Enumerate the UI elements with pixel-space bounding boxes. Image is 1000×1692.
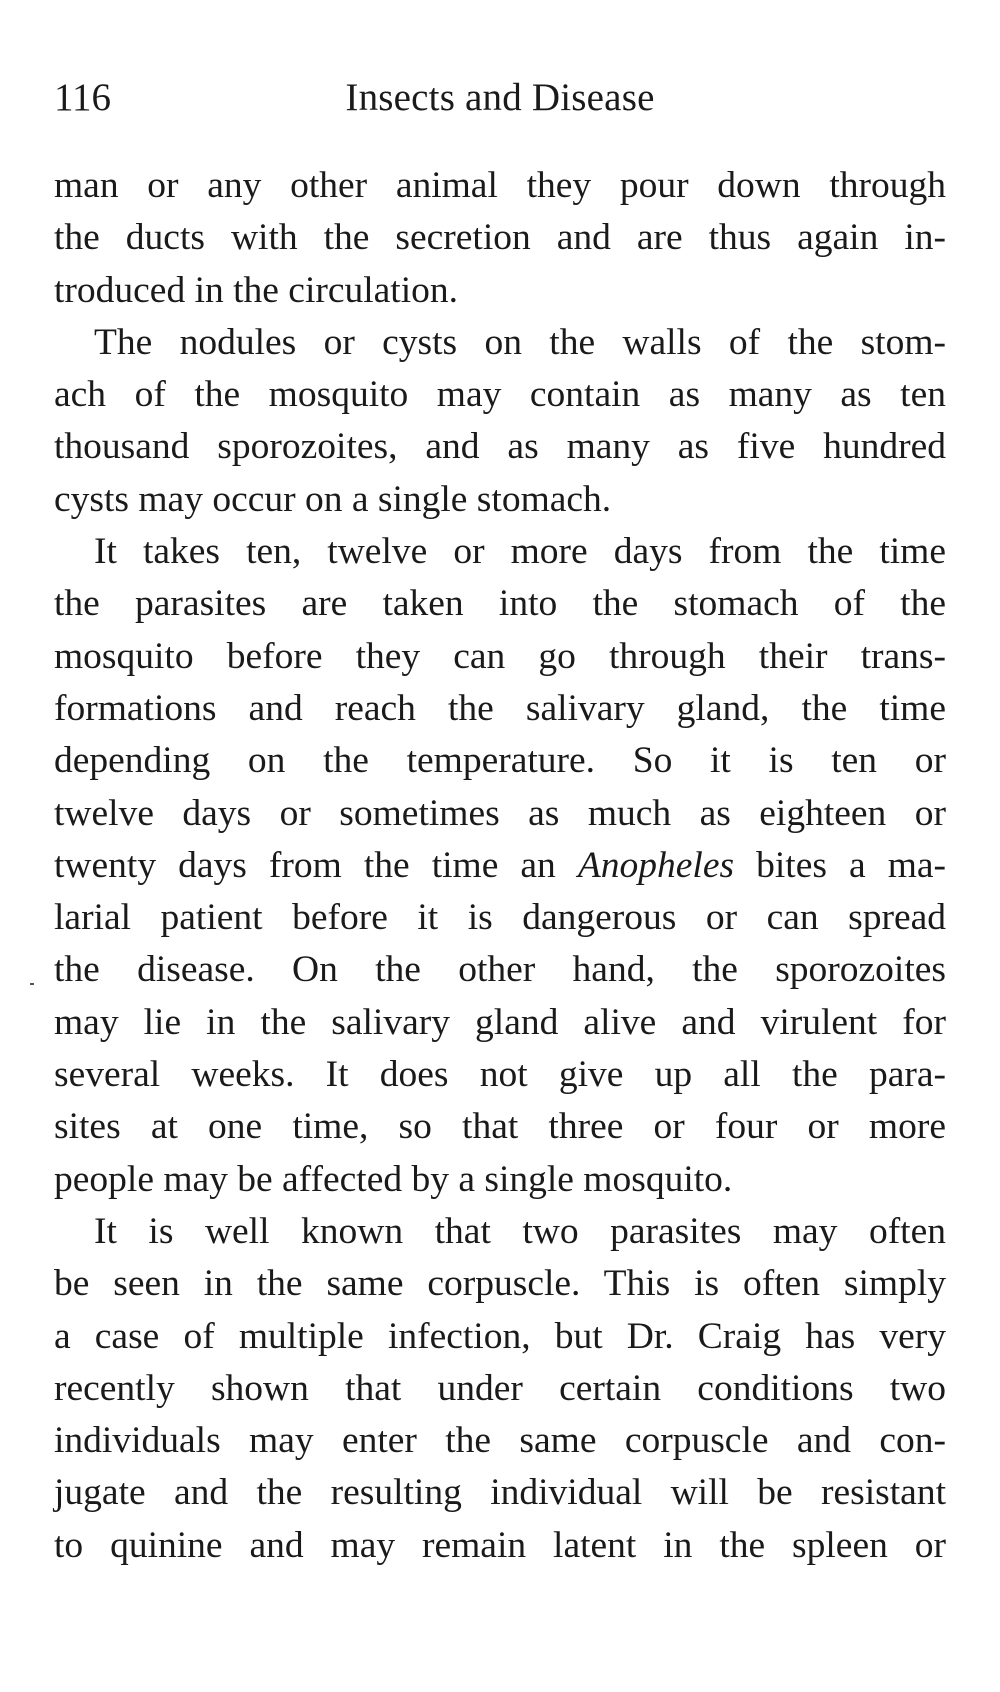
text-line: troduced in the circulation.: [54, 269, 459, 311]
text-line-with-italic: [54, 840, 946, 892]
paragraph-start-line: The nodules or cysts on the walls of the stom-: [94, 321, 946, 363]
text-line: to quinine and may remain latent in the spleen or: [54, 1524, 946, 1566]
text-line: the ducts with the secretion and are thus again in-: [54, 217, 946, 259]
running-head: [54, 68, 946, 128]
text-line: sites at one time, so that three or four or more: [54, 1106, 946, 1148]
paragraph-start-line: It takes ten, twelve or more days from the time: [94, 531, 946, 573]
text-line: twelve days or sometimes as much as eighteen or: [54, 792, 946, 834]
text-line: the disease. On the other hand, the sporozoites: [54, 949, 946, 991]
text-line: mosquito before they can go through their trans-: [54, 635, 946, 677]
text-line: depending on the temperature. So it is ten or: [54, 740, 946, 782]
text-line: man or any other animal they pour down through: [54, 165, 946, 206]
text-line: ach of the mosquito may contain as many as ten: [54, 374, 946, 416]
text-line: cysts may occur on a single stomach.: [54, 478, 612, 520]
text-line: thousand sporozoites, and as many as five hundred: [54, 426, 946, 468]
text-segment: twenty days from the time an: [54, 844, 578, 886]
page-number: 116: [54, 76, 112, 119]
text-line: a case of multiple infection, but Dr. Craig has very: [54, 1315, 946, 1357]
text-line: several weeks. It does not give up all the para-: [54, 1054, 946, 1096]
text-line: people may be affected by a single mosquito.: [54, 1158, 733, 1200]
running-title: Insects and Disease: [345, 76, 655, 119]
text-line: larial patient before it is dangerous or can spread: [54, 897, 946, 939]
text-line: recently shown that under certain conditions two: [54, 1367, 946, 1409]
text-line: the parasites are taken into the stomach of the: [54, 583, 946, 625]
text-segment: bites a ma-: [734, 844, 946, 886]
italic-term: Anopheles: [577, 844, 735, 886]
body-text: [54, 160, 946, 1572]
paragraph-start-line: It is well known that two parasites may often: [94, 1210, 946, 1252]
text-line: be seen in the same corpuscle. This is often simply: [54, 1263, 946, 1305]
text-line: formations and reach the salivary gland, the time: [54, 687, 946, 729]
margin-mark: [30, 983, 34, 985]
text-line: individuals may enter the same corpuscle and con-: [54, 1420, 946, 1462]
text-line: may lie in the salivary gland alive and virulent for: [54, 1001, 946, 1043]
text-line: jugate and the resulting individual will be resistant: [54, 1472, 946, 1514]
